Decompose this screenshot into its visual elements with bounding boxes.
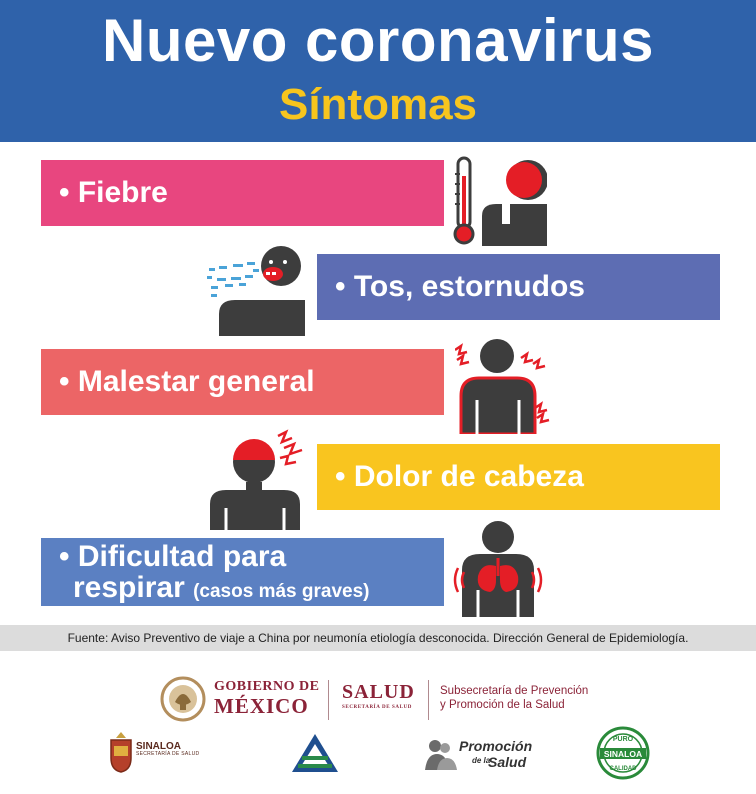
salud-sub: SECRETARÍA DE SALUD bbox=[342, 705, 412, 710]
sneezing-person-icon bbox=[205, 244, 305, 336]
aching-person-icon bbox=[455, 338, 555, 434]
promocion-line1: Promoción bbox=[459, 738, 533, 754]
page-title: Nuevo coronavirus bbox=[102, 7, 654, 74]
symptom-label-dificultad-line2: respirar bbox=[73, 571, 185, 604]
sinaloa-sub: SECRETARÍA DE SALUD bbox=[136, 751, 200, 757]
divider-line bbox=[428, 680, 429, 720]
promocion-line3: Salud bbox=[488, 754, 527, 770]
subsecretaria-line1: Subsecretaría de Prevención bbox=[440, 685, 589, 697]
symptom-bar-tos bbox=[317, 254, 720, 320]
header-banner bbox=[0, 0, 756, 142]
gobierno-line1: GOBIERNO DE bbox=[214, 679, 320, 694]
subsecretaria-text bbox=[440, 684, 588, 713]
mexico-seal-icon bbox=[160, 676, 206, 722]
logo-footer bbox=[0, 660, 756, 794]
headache-person-icon bbox=[208, 428, 313, 530]
symptom-bar-fiebre bbox=[41, 160, 444, 226]
symptom-label-dificultad-line2-wrap bbox=[59, 572, 369, 604]
thermometer-person-icon bbox=[452, 154, 547, 246]
puro-sinaloa-seal-icon bbox=[596, 726, 650, 780]
symptom-label-fiebre: • Fiebre bbox=[59, 176, 168, 209]
sinaloa-shield-icon bbox=[108, 730, 134, 774]
puro-middle-text: SINALOA bbox=[603, 749, 643, 759]
sinaloa-logo bbox=[108, 730, 218, 774]
institution-logo-icon bbox=[290, 732, 340, 774]
promocion-people-icon bbox=[423, 736, 459, 772]
gobierno-text bbox=[214, 680, 319, 717]
salud-name: SALUD bbox=[342, 681, 415, 703]
symptom-label-dificultad-line1: • Dificultad para bbox=[59, 539, 287, 573]
subsecretaria-line2: y Promoción de la Salud bbox=[440, 699, 565, 712]
gobierno-line2: MÉXICO bbox=[214, 694, 309, 718]
sinaloa-name: SINALOA bbox=[136, 741, 181, 752]
promocion-line2: de la bbox=[472, 756, 491, 765]
source-note bbox=[0, 625, 756, 651]
source-text: Fuente: Aviso Preventivo de viaje a China por neumonía etiología desconocida. Dirección General de Epidemiología. bbox=[67, 631, 689, 645]
symptom-bar-dolor bbox=[317, 444, 720, 510]
symptom-bar-dificultad bbox=[41, 538, 444, 606]
symptom-note-dificultad: (casos más graves) bbox=[193, 581, 370, 602]
symptom-label-tos: • Tos, estornudos bbox=[335, 270, 585, 303]
divider-line bbox=[328, 680, 329, 720]
symptom-label-malestar: • Malestar general bbox=[59, 365, 315, 398]
page-subtitle: Síntomas bbox=[278, 80, 478, 129]
symptom-label-dolor: • Dolor de cabeza bbox=[335, 460, 584, 493]
symptom-bar-malestar bbox=[41, 349, 444, 415]
lungs-person-icon bbox=[452, 520, 552, 617]
salud-logo bbox=[342, 682, 415, 710]
sinaloa-text bbox=[136, 741, 199, 758]
puro-top-text: PURO bbox=[612, 736, 634, 743]
gobierno-logo-group bbox=[160, 676, 600, 724]
puro-bottom-text: CALIDAD bbox=[609, 766, 637, 772]
promocion-salud-logo bbox=[423, 734, 543, 774]
